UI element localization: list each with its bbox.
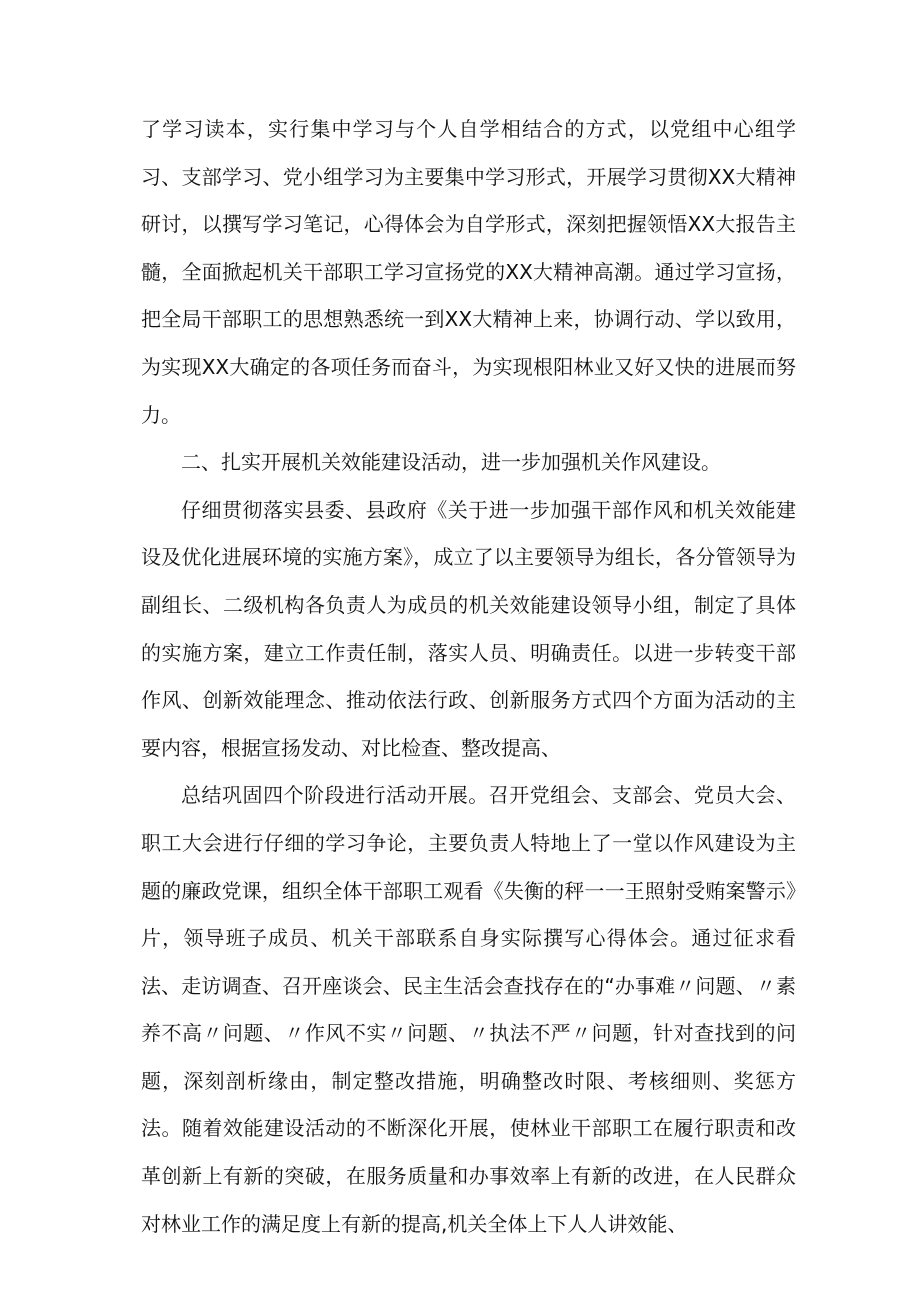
paragraph-summary: 总结巩固四个阶段进行活动开展。召开党组会、支部会、党员大会、职工大会进行仔细的学习争论，主要负责人特地上了一堂以作风建设为主题的廉政党课，组织全体干部职工观看《失衡的秤一一王照射受贿案警示》片，领导班子成员、机关干部联系自身实际撰写心得体会。通过征求看法、走访调查、召开座谈会、民主生活会查找存在的“办事难〃问题、〃素养不高〃问题、〃作风不实〃问题、〃执法不严〃问题，针对查找到的问题，深刻剖析缘由，制定整改措施，明确整改时限、考核细则、奖惩方法。随着效能建设活动的不断深化开展，使林业干部职工在履行职责和改革创新上有新的突破，在服务质量和办事效率上有新的改进，在人民群众对林业工作的满足度上有新的提高,机关全体上下人人讲效能、 bbox=[141, 783, 796, 1236]
paragraph-implementation: 仔细贯彻落实县委、县政府《关于进一步加强干部作风和机关效能建设及优化进展环境的实施方案》，成立了以主要领导为组长，各分管领导为副组长、二级机构各负责人为成员的机关效能建设领导小组，制定了具体的实施方案，建立工作责任制，落实人员、明确责任。以进一步转变干部作风、创新效能理念、推动依法行政、创新服务方式四个方面为活动的主要内容，根据宣扬发动、对比检查、整改提高、 bbox=[141, 497, 796, 760]
paragraph-continuation: 了学习读本，实行集中学习与个人自学相结合的方式，以党组中心组学习、支部学习、党小组学习为主要集中学习形式，开展学习贯彻XX大精神研讨，以撰写学习笔记，心得体会为自学形式，深刻把握领悟XX大报告主髓，全面掀起机关干部职工学习宣扬党的XX大精神高潮。通过学习宣扬，把全局干部职工的思想熟悉统一到XX大精神上来，协调行动、学以致用，为实现XX大确定的各项任务而奋斗，为实现根阳林业又好又快的进展而努力。 bbox=[141, 117, 796, 427]
section-heading: 二、扎实开展机关效能建设活动，进一步加强机关作风建设。 bbox=[181, 450, 721, 475]
document-body bbox=[141, 106, 796, 1248]
